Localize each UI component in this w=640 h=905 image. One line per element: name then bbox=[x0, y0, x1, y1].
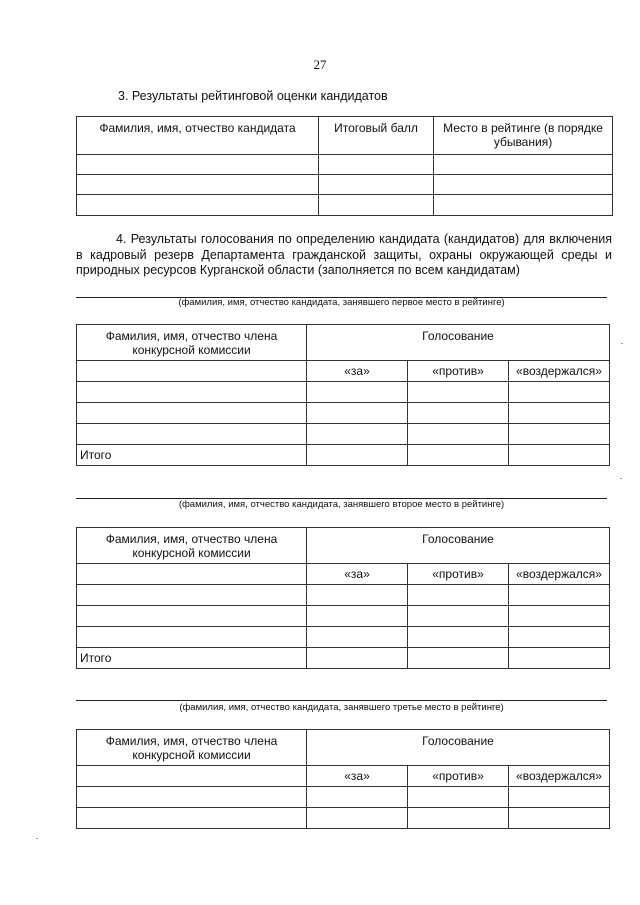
vote-against-header: «против» bbox=[408, 564, 509, 585]
table-header-row bbox=[77, 730, 610, 766]
table-cell[interactable] bbox=[77, 564, 307, 585]
table-cell[interactable] bbox=[77, 766, 307, 787]
table-cell[interactable] bbox=[307, 606, 408, 627]
table-cell[interactable] bbox=[77, 382, 307, 403]
table-cell[interactable] bbox=[408, 424, 509, 445]
table-cell[interactable] bbox=[307, 424, 408, 445]
voting-table-1 bbox=[76, 324, 610, 466]
table-row bbox=[77, 382, 610, 403]
section-3-heading: 3. Результаты рейтинговой оценки кандидатов bbox=[118, 89, 388, 103]
table-cell[interactable] bbox=[509, 403, 610, 424]
table-cell[interactable] bbox=[77, 195, 319, 216]
vote-against-header: «против» bbox=[408, 766, 509, 787]
table-header-row bbox=[77, 528, 610, 564]
table-cell[interactable] bbox=[307, 808, 408, 829]
scan-speck bbox=[620, 478, 622, 479]
table-cell[interactable] bbox=[307, 403, 408, 424]
candidate-caption-1: (фамилия, имя, отчество кандидата, занявшего первое место в рейтинге) bbox=[178, 297, 505, 308]
table-cell[interactable] bbox=[319, 155, 434, 175]
rating-place-header: Место в рейтинге (в порядке убывания) bbox=[434, 117, 613, 155]
vote-for-header: «за» bbox=[307, 766, 408, 787]
page-number: 27 bbox=[313, 57, 327, 72]
table-cell[interactable] bbox=[77, 808, 307, 829]
total-score-header: Итоговый балл bbox=[319, 117, 434, 155]
table-cell[interactable] bbox=[509, 606, 610, 627]
table-cell[interactable] bbox=[509, 445, 610, 466]
table-row bbox=[77, 424, 610, 445]
table-cell[interactable] bbox=[77, 361, 307, 382]
scan-speck bbox=[621, 343, 623, 344]
table-cell[interactable] bbox=[408, 808, 509, 829]
table-cell[interactable] bbox=[509, 382, 610, 403]
table-cell[interactable] bbox=[77, 403, 307, 424]
table-cell[interactable] bbox=[509, 808, 610, 829]
table-cell[interactable] bbox=[319, 175, 434, 195]
table-row bbox=[77, 808, 610, 829]
table-row bbox=[77, 585, 610, 606]
table-cell[interactable] bbox=[408, 606, 509, 627]
table-cell[interactable] bbox=[307, 787, 408, 808]
candidate-name-line-3[interactable] bbox=[76, 700, 607, 701]
table-row bbox=[77, 195, 613, 216]
section-4-paragraph: 4. Результаты голосования по определению кандидата (кандидатов) для включения в кадровый резерв Департамента гражданской защиты, охраны окружающей среды и природных ресурсов Курганской области (заполняется по всем кандидатам) bbox=[76, 232, 612, 277]
vote-abstain-header: «воздержался» bbox=[509, 361, 610, 382]
table-cell[interactable] bbox=[509, 648, 610, 669]
table-cell[interactable] bbox=[509, 424, 610, 445]
rating-table bbox=[76, 116, 613, 216]
table-row bbox=[77, 627, 610, 648]
table-row bbox=[77, 175, 613, 195]
table-cell[interactable] bbox=[307, 445, 408, 466]
vote-abstain-header: «воздержался» bbox=[509, 564, 610, 585]
table-cell[interactable] bbox=[434, 155, 613, 175]
table-subheader-row bbox=[77, 766, 610, 787]
table-row bbox=[77, 787, 610, 808]
table-cell[interactable] bbox=[77, 155, 319, 175]
total-label: Итого bbox=[77, 445, 307, 466]
table-row bbox=[77, 155, 613, 175]
table-cell[interactable] bbox=[77, 627, 307, 648]
member-name-header: Фамилия, имя, отчество члена конкурсной комиссии bbox=[77, 528, 307, 564]
vote-abstain-header: «воздержался» bbox=[509, 766, 610, 787]
table-cell[interactable] bbox=[77, 175, 319, 195]
table-cell[interactable] bbox=[434, 195, 613, 216]
table-cell[interactable] bbox=[408, 787, 509, 808]
table-cell[interactable] bbox=[509, 787, 610, 808]
vote-for-header: «за» bbox=[307, 361, 408, 382]
total-row bbox=[77, 648, 610, 669]
voting-header: Голосование bbox=[307, 325, 610, 361]
table-cell[interactable] bbox=[408, 403, 509, 424]
table-row bbox=[77, 606, 610, 627]
table-subheader-row bbox=[77, 564, 610, 585]
table-cell[interactable] bbox=[77, 585, 307, 606]
table-cell[interactable] bbox=[307, 585, 408, 606]
table-cell[interactable] bbox=[307, 648, 408, 669]
voting-header: Голосование bbox=[307, 730, 610, 766]
member-name-header: Фамилия, имя, отчество члена конкурсной комиссии bbox=[77, 325, 307, 361]
table-cell[interactable] bbox=[307, 627, 408, 648]
table-cell[interactable] bbox=[509, 585, 610, 606]
table-cell[interactable] bbox=[408, 585, 509, 606]
candidate-name-header: Фамилия, имя, отчество кандидата bbox=[77, 117, 319, 155]
voting-header: Голосование bbox=[307, 528, 610, 564]
table-cell[interactable] bbox=[408, 445, 509, 466]
table-cell[interactable] bbox=[319, 195, 434, 216]
table-cell[interactable] bbox=[509, 627, 610, 648]
table-header-row bbox=[77, 325, 610, 361]
table-cell[interactable] bbox=[408, 627, 509, 648]
vote-against-header: «против» bbox=[408, 361, 509, 382]
table-cell[interactable] bbox=[434, 175, 613, 195]
scan-speck bbox=[36, 838, 38, 839]
candidate-caption-3: (фамилия, имя, отчество кандидата, занявшего третье место в рейтинге) bbox=[179, 702, 504, 713]
table-cell[interactable] bbox=[77, 606, 307, 627]
table-cell[interactable] bbox=[77, 424, 307, 445]
rating-table-header bbox=[77, 117, 613, 155]
vote-for-header: «за» bbox=[307, 564, 408, 585]
total-label: Итого bbox=[77, 648, 307, 669]
candidate-caption-2: (фамилия, имя, отчество кандидата, занявшего второе место в рейтинге) bbox=[178, 499, 505, 510]
table-cell[interactable] bbox=[408, 382, 509, 403]
member-name-header: Фамилия, имя, отчество члена конкурсной комиссии bbox=[77, 730, 307, 766]
table-cell[interactable] bbox=[77, 787, 307, 808]
table-cell[interactable] bbox=[307, 382, 408, 403]
table-subheader-row bbox=[77, 361, 610, 382]
voting-table-3 bbox=[76, 729, 610, 829]
total-row bbox=[77, 445, 610, 466]
table-row bbox=[77, 403, 610, 424]
voting-table-2 bbox=[76, 527, 610, 669]
table-cell[interactable] bbox=[408, 648, 509, 669]
